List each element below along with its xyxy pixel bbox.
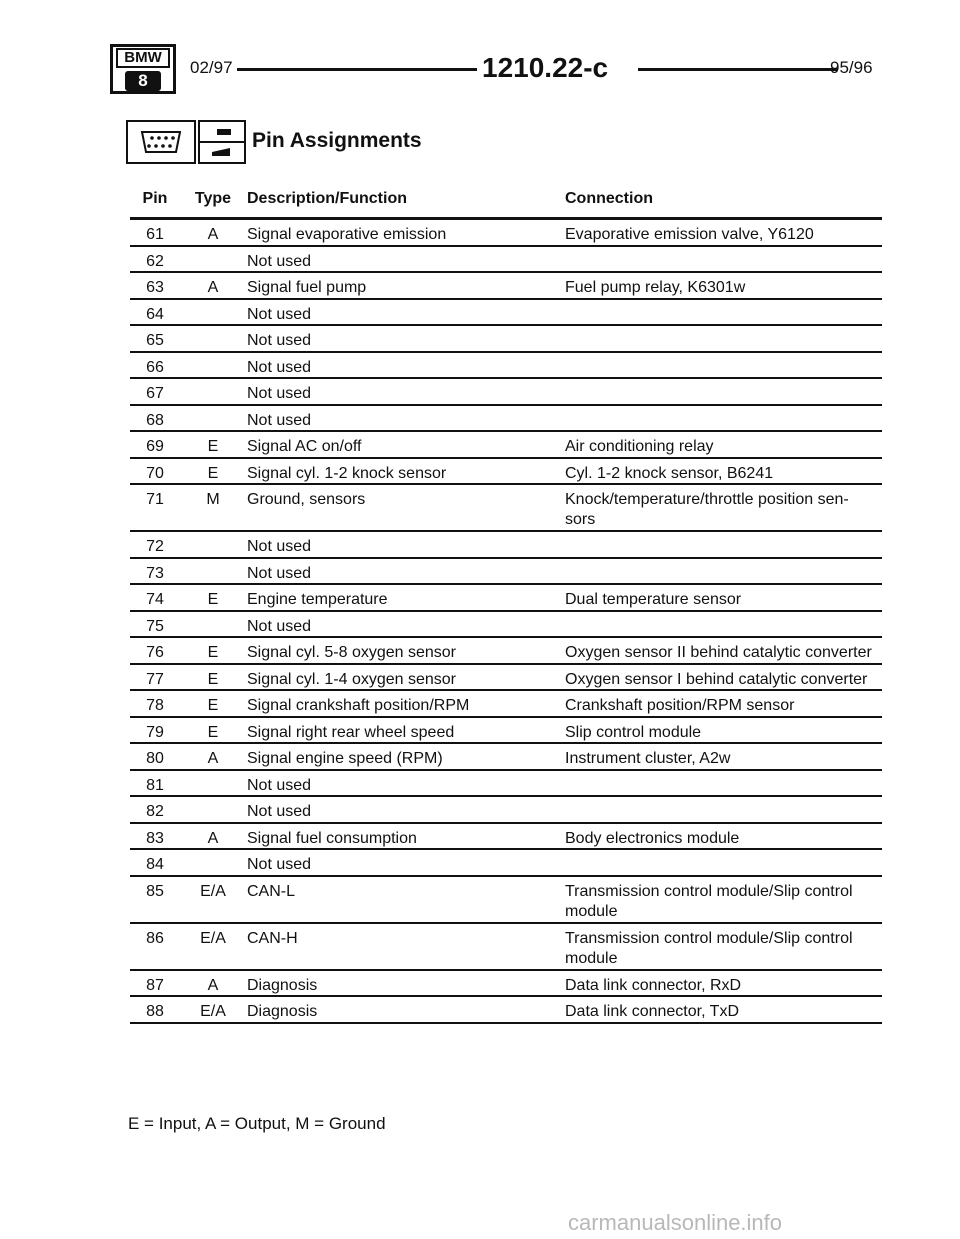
description-cell: Not used: [247, 564, 312, 582]
description-cell: Not used: [247, 411, 312, 429]
header-description: Description/Function: [247, 190, 407, 207]
pin-cell: 85: [146, 882, 164, 900]
table-row: [130, 691, 882, 718]
description-cell: Signal cyl. 1-4 oxygen sensor: [247, 670, 456, 688]
pin-cell: 70: [146, 464, 164, 482]
page-header: [110, 44, 900, 94]
table-row: [130, 485, 882, 532]
pin-cell: 83: [146, 829, 164, 847]
pin-cell: 64: [146, 305, 164, 323]
pin-cell: 78: [146, 697, 164, 714]
pin-cell: 63: [146, 279, 164, 296]
type-cell: A: [207, 226, 219, 243]
connection-cell: Evaporative emission valve, Y6120: [565, 226, 814, 243]
description-cell: Not used: [247, 538, 312, 555]
connection-cell: Oxygen sensor I behind catalytic converter: [565, 670, 868, 688]
description-cell: Not used: [247, 617, 312, 635]
table-row: [130, 665, 882, 692]
connection-cell: Crankshaft position/RPM sensor: [565, 697, 795, 714]
type-cell: E: [207, 697, 219, 714]
type-cell: E/A: [200, 929, 226, 947]
table-row: [130, 797, 882, 824]
pin-cell: 73: [146, 564, 164, 582]
pin-cell: 87: [146, 976, 164, 994]
pin-cell: 76: [146, 644, 164, 661]
logo-bmw-text: BMW: [116, 48, 170, 68]
description-cell: Engine temperature: [247, 591, 388, 608]
pin-cell: 86: [146, 929, 164, 947]
type-cell: E: [207, 464, 219, 482]
table-row: [130, 824, 882, 851]
legend-note: E = Input, A = Output, M = Ground: [128, 1114, 386, 1133]
type-cell: E/A: [200, 1003, 226, 1020]
type-cell: E/A: [200, 882, 226, 900]
pin-cell: 62: [146, 252, 164, 270]
table-row: [130, 532, 882, 559]
pin-cell: 66: [146, 358, 164, 376]
type-cell: A: [207, 829, 219, 847]
connector-icon: [126, 120, 196, 164]
table-row: [130, 718, 882, 745]
table-row: [130, 273, 882, 300]
pin-cell: 79: [146, 723, 164, 741]
pin-cell: 77: [146, 670, 164, 688]
pin-cell: 74: [146, 591, 164, 608]
type-cell: A: [207, 279, 219, 296]
table-row: [130, 971, 882, 998]
description-cell: Signal crankshaft position/RPM: [247, 697, 470, 714]
table-row: [130, 459, 882, 486]
table-row: [130, 924, 882, 971]
header-connection: Connection: [565, 190, 653, 207]
table-row: [130, 612, 882, 639]
header-type: Type: [194, 190, 232, 207]
pin-plug-icon: [198, 120, 246, 164]
bmw-8-logo: [110, 44, 176, 94]
section-heading: [126, 120, 526, 164]
table-row: [130, 432, 882, 459]
description-cell: Not used: [247, 385, 312, 402]
type-cell: E: [207, 591, 219, 608]
description-cell: Signal cyl. 1-2 knock sensor: [247, 464, 447, 482]
pin-cell: 72: [146, 538, 164, 555]
connection-cell: Data link connector, RxD: [565, 976, 742, 994]
connection-cell: Dual temperature sensor: [565, 591, 742, 608]
table-row: [130, 406, 882, 433]
table-row: [130, 559, 882, 586]
header-date: 02/97: [190, 58, 233, 77]
connection-cell: Air conditioning relay: [565, 438, 714, 455]
description-cell: Signal evaporative emission: [247, 226, 447, 243]
connection-cell: Oxygen sensor II behind catalytic converter: [565, 644, 872, 661]
description-cell: Signal AC on/off: [247, 438, 362, 455]
table-body: [130, 220, 882, 1024]
pin-cell: 68: [146, 411, 164, 429]
pin-cell: 75: [146, 617, 164, 635]
table-row: [130, 638, 882, 665]
watermark: carmanualsonline.info: [568, 1210, 783, 1235]
description-cell: Not used: [247, 776, 312, 794]
description-cell: CAN-L: [247, 882, 296, 900]
connection-cell: Transmission control module/Slip control module: [565, 929, 853, 967]
type-cell: E: [207, 670, 219, 688]
description-cell: Diagnosis: [247, 976, 318, 994]
description-cell: Not used: [247, 332, 312, 349]
header-rule-left: [237, 68, 477, 71]
pin-cell: 69: [146, 438, 164, 455]
pin-assignment-table: [130, 190, 882, 1024]
connection-cell: Body electronics module: [565, 829, 740, 847]
table-row: [130, 771, 882, 798]
type-cell: E: [207, 438, 219, 455]
page-title: Pin Assignments: [252, 129, 422, 152]
table-row: [130, 300, 882, 327]
table-row: [130, 220, 882, 247]
table-header: [130, 190, 882, 217]
header-rule-right: [638, 68, 838, 71]
table-row: [130, 326, 882, 353]
pin-cell: 82: [146, 803, 164, 820]
table-row: [130, 850, 882, 877]
type-cell: M: [206, 491, 220, 508]
description-cell: Diagnosis: [247, 1003, 318, 1020]
pin-cell: 81: [146, 776, 164, 794]
connection-cell: Fuel pump relay, K6301w: [565, 279, 746, 296]
connection-cell: Knock/temperature/throttle position sen- sors: [565, 491, 849, 528]
description-cell: Not used: [247, 252, 312, 270]
pin-cell: 84: [146, 856, 164, 873]
connection-cell: Data link connector, TxD: [565, 1003, 740, 1020]
description-cell: Not used: [247, 358, 312, 376]
pin-cell: 71: [146, 491, 164, 508]
description-cell: Signal engine speed (RPM): [247, 750, 443, 767]
pin-cell: 61: [146, 226, 164, 243]
connection-cell: Transmission control module/Slip control module: [565, 882, 853, 920]
pin-cell: 88: [146, 1003, 164, 1020]
header-pin: Pin: [142, 190, 168, 207]
document-code: 1210.22-c: [482, 52, 609, 83]
logo-series-number: 8: [125, 71, 161, 91]
type-cell: E: [207, 644, 219, 661]
description-cell: Not used: [247, 305, 312, 323]
table-row: [130, 877, 882, 924]
type-cell: A: [207, 750, 219, 767]
description-cell: CAN-H: [247, 929, 298, 947]
table-row: [130, 744, 882, 771]
table-row: [130, 247, 882, 274]
pin-cell: 65: [146, 332, 164, 349]
connection-cell: Instrument cluster, A2w: [565, 750, 731, 767]
description-cell: Signal right rear wheel speed: [247, 723, 455, 741]
table-row: [130, 585, 882, 612]
description-cell: Not used: [247, 856, 312, 873]
connection-cell: Slip control module: [565, 723, 702, 741]
type-cell: E: [207, 723, 219, 741]
description-cell: Not used: [247, 803, 312, 820]
description-cell: Ground, sensors: [247, 491, 366, 508]
type-cell: A: [207, 976, 219, 994]
description-cell: Signal cyl. 5-8 oxygen sensor: [247, 644, 456, 661]
header-model-years: 95/96: [830, 58, 873, 77]
table-row: [130, 379, 882, 406]
table-row: [130, 997, 882, 1024]
table-row: [130, 353, 882, 380]
connection-cell: Cyl. 1-2 knock sensor, B6241: [565, 464, 774, 482]
description-cell: Signal fuel consumption: [247, 829, 417, 847]
pin-cell: 80: [146, 750, 164, 767]
description-cell: Signal fuel pump: [247, 279, 367, 296]
pin-cell: 67: [146, 385, 164, 402]
